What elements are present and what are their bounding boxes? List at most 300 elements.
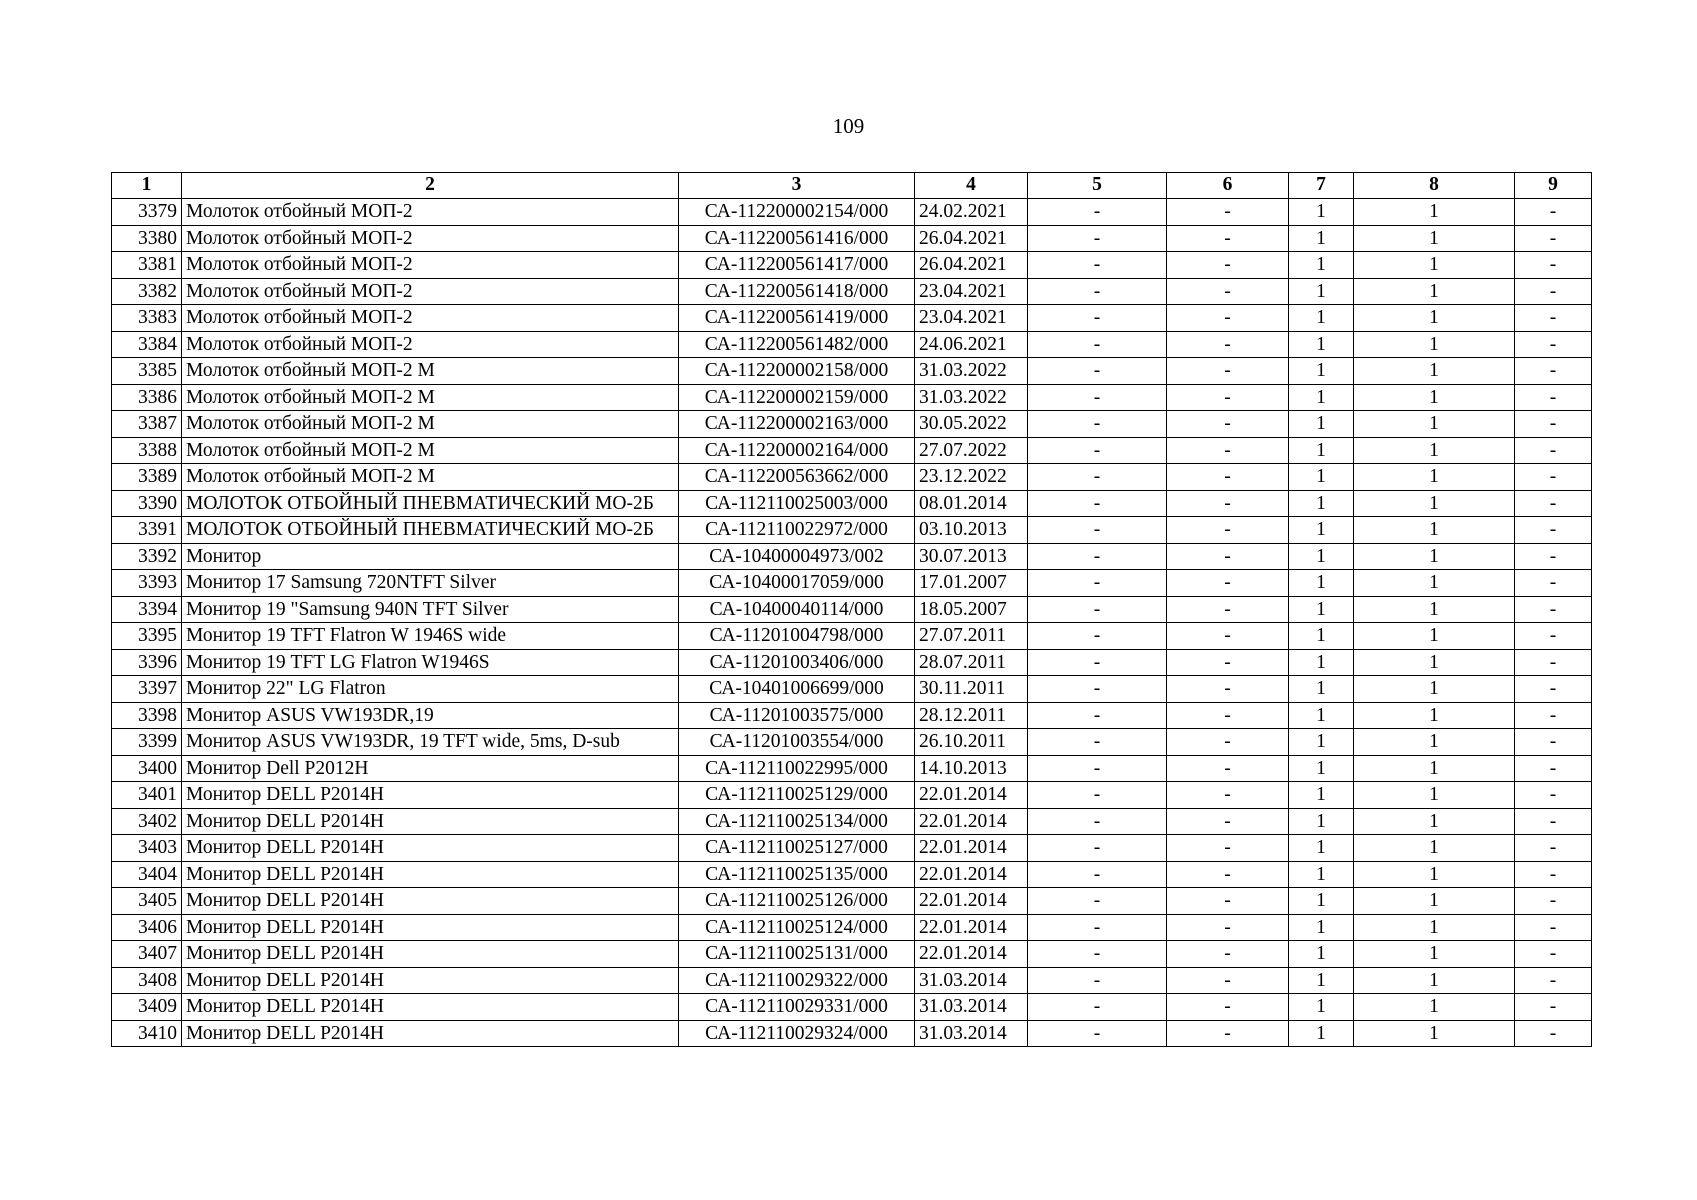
item-name: Молоток отбойный МОП-2 [182, 331, 679, 358]
col-8-value: 1 [1354, 729, 1515, 756]
col-5-value: - [1028, 782, 1167, 809]
inventory-code: СА-112200563662/000 [679, 464, 915, 491]
inventory-code: СА-10401006699/000 [679, 676, 915, 703]
col-8-value: 1 [1354, 278, 1515, 305]
col-6-value: - [1167, 252, 1289, 279]
item-name: Молоток отбойный МОП-2 М [182, 384, 679, 411]
col-7-value: 1 [1289, 225, 1354, 252]
col-9-value: - [1515, 225, 1592, 252]
col-5-value: - [1028, 331, 1167, 358]
row-number: 3393 [112, 570, 182, 597]
item-name: Монитор ASUS VW193DR,19 [182, 702, 679, 729]
col-5-value: - [1028, 384, 1167, 411]
col-6-value: - [1167, 570, 1289, 597]
table-row [112, 490, 1592, 517]
col-6-value: - [1167, 994, 1289, 1021]
col-6-value: - [1167, 649, 1289, 676]
col-5-value: - [1028, 1020, 1167, 1047]
item-name: Молоток отбойный МОП-2 [182, 199, 679, 226]
col-9-value: - [1515, 861, 1592, 888]
item-name: Молоток отбойный МОП-2 М [182, 358, 679, 385]
col-7-value: 1 [1289, 490, 1354, 517]
inventory-code: СА-11201003554/000 [679, 729, 915, 756]
row-number: 3399 [112, 729, 182, 756]
row-number: 3381 [112, 252, 182, 279]
col-8-value: 1 [1354, 888, 1515, 915]
inventory-code: СА-11201003406/000 [679, 649, 915, 676]
row-number: 3407 [112, 941, 182, 968]
row-number: 3385 [112, 358, 182, 385]
row-number: 3392 [112, 543, 182, 570]
col-5-value: - [1028, 437, 1167, 464]
item-name: Монитор ASUS VW193DR, 19 TFT wide, 5ms, D-sub [182, 729, 679, 756]
col-9-value: - [1515, 676, 1592, 703]
col-5-value: - [1028, 941, 1167, 968]
date: 31.03.2014 [915, 967, 1028, 994]
item-name: Монитор DELL P2014H [182, 967, 679, 994]
inventory-table [111, 172, 1592, 1047]
item-name: Монитор 19 TFT Flatron W 1946S wide [182, 623, 679, 650]
inventory-code: СА-112200002163/000 [679, 411, 915, 438]
table-row [112, 888, 1592, 915]
date: 22.01.2014 [915, 888, 1028, 915]
col-5-value: - [1028, 199, 1167, 226]
col-7-value: 1 [1289, 702, 1354, 729]
table-row [112, 755, 1592, 782]
col-6-value: - [1167, 543, 1289, 570]
col-8-value: 1 [1354, 676, 1515, 703]
inventory-code: СА-112200002159/000 [679, 384, 915, 411]
col-5-value: - [1028, 888, 1167, 915]
col-8-value: 1 [1354, 543, 1515, 570]
row-number: 3408 [112, 967, 182, 994]
col-9-value: - [1515, 1020, 1592, 1047]
row-number: 3386 [112, 384, 182, 411]
col-9-value: - [1515, 994, 1592, 1021]
col-8-value: 1 [1354, 861, 1515, 888]
col-9-value: - [1515, 490, 1592, 517]
date: 26.04.2021 [915, 252, 1028, 279]
col-5-value: - [1028, 729, 1167, 756]
row-number: 3394 [112, 596, 182, 623]
table-row [112, 967, 1592, 994]
col-5-value: - [1028, 755, 1167, 782]
col-5-value: - [1028, 596, 1167, 623]
row-number: 3401 [112, 782, 182, 809]
col-7-value: 1 [1289, 941, 1354, 968]
col-7-value: 1 [1289, 305, 1354, 332]
date: 31.03.2022 [915, 358, 1028, 385]
col-9-value: - [1515, 729, 1592, 756]
inventory-code: СА-112200561482/000 [679, 331, 915, 358]
item-name: Монитор DELL P2014H [182, 782, 679, 809]
date: 27.07.2022 [915, 437, 1028, 464]
col-7-value: 1 [1289, 835, 1354, 862]
col-9-value: - [1515, 941, 1592, 968]
col-6-value: - [1167, 278, 1289, 305]
table-row [112, 808, 1592, 835]
col-5-value: - [1028, 808, 1167, 835]
col-5-value: - [1028, 623, 1167, 650]
col-7-value: 1 [1289, 729, 1354, 756]
col-9-value: - [1515, 464, 1592, 491]
date: 22.01.2014 [915, 914, 1028, 941]
column-header: 5 [1028, 173, 1167, 199]
table-row [112, 702, 1592, 729]
date: 03.10.2013 [915, 517, 1028, 544]
col-7-value: 1 [1289, 252, 1354, 279]
col-9-value: - [1515, 702, 1592, 729]
inventory-code: СА-112110025003/000 [679, 490, 915, 517]
col-7-value: 1 [1289, 676, 1354, 703]
row-number: 3405 [112, 888, 182, 915]
col-8-value: 1 [1354, 437, 1515, 464]
col-7-value: 1 [1289, 967, 1354, 994]
col-5-value: - [1028, 358, 1167, 385]
col-7-value: 1 [1289, 994, 1354, 1021]
column-header: 8 [1354, 173, 1515, 199]
col-7-value: 1 [1289, 623, 1354, 650]
item-name: Молоток отбойный МОП-2 М [182, 464, 679, 491]
row-number: 3410 [112, 1020, 182, 1047]
col-8-value: 1 [1354, 702, 1515, 729]
inventory-code: СА-112110029324/000 [679, 1020, 915, 1047]
table-row [112, 358, 1592, 385]
row-number: 3397 [112, 676, 182, 703]
col-6-value: - [1167, 888, 1289, 915]
row-number: 3384 [112, 331, 182, 358]
date: 28.12.2011 [915, 702, 1028, 729]
col-6-value: - [1167, 517, 1289, 544]
row-number: 3383 [112, 305, 182, 332]
col-6-value: - [1167, 729, 1289, 756]
col-9-value: - [1515, 199, 1592, 226]
col-6-value: - [1167, 1020, 1289, 1047]
col-5-value: - [1028, 967, 1167, 994]
row-number: 3403 [112, 835, 182, 862]
date: 23.12.2022 [915, 464, 1028, 491]
date: 26.10.2011 [915, 729, 1028, 756]
col-6-value: - [1167, 676, 1289, 703]
col-9-value: - [1515, 543, 1592, 570]
col-6-value: - [1167, 437, 1289, 464]
table-row [112, 861, 1592, 888]
row-number: 3379 [112, 199, 182, 226]
row-number: 3409 [112, 994, 182, 1021]
row-number: 3404 [112, 861, 182, 888]
col-9-value: - [1515, 888, 1592, 915]
table-row [112, 941, 1592, 968]
col-6-value: - [1167, 596, 1289, 623]
col-8-value: 1 [1354, 994, 1515, 1021]
col-7-value: 1 [1289, 808, 1354, 835]
inventory-code: СА-112200561416/000 [679, 225, 915, 252]
table-row [112, 596, 1592, 623]
date: 22.01.2014 [915, 835, 1028, 862]
col-8-value: 1 [1354, 464, 1515, 491]
col-5-value: - [1028, 225, 1167, 252]
page-number: 109 [832, 114, 865, 138]
date: 18.05.2007 [915, 596, 1028, 623]
column-header: 1 [112, 173, 182, 199]
row-number: 3387 [112, 411, 182, 438]
inventory-code: СА-10400017059/000 [679, 570, 915, 597]
col-7-value: 1 [1289, 570, 1354, 597]
date: 26.04.2021 [915, 225, 1028, 252]
col-8-value: 1 [1354, 649, 1515, 676]
row-number: 3380 [112, 225, 182, 252]
date: 14.10.2013 [915, 755, 1028, 782]
col-9-value: - [1515, 967, 1592, 994]
date: 23.04.2021 [915, 305, 1028, 332]
item-name: Монитор DELL P2014H [182, 888, 679, 915]
table-row [112, 384, 1592, 411]
item-name: МОЛОТОК ОТБОЙНЫЙ ПНЕВМАТИЧЕСКИЙ МО-2Б [182, 517, 679, 544]
table-header [112, 173, 1592, 199]
date: 30.11.2011 [915, 676, 1028, 703]
item-name: Монитор Dell P2012H [182, 755, 679, 782]
inventory-code: СА-11201004798/000 [679, 623, 915, 650]
col-8-value: 1 [1354, 755, 1515, 782]
row-number: 3395 [112, 623, 182, 650]
col-9-value: - [1515, 755, 1592, 782]
row-number: 3390 [112, 490, 182, 517]
item-name: Монитор 17 Samsung 720NTFT Silver [182, 570, 679, 597]
header-row [112, 173, 1592, 199]
col-6-value: - [1167, 225, 1289, 252]
col-8-value: 1 [1354, 808, 1515, 835]
table-row [112, 278, 1592, 305]
table-row [112, 252, 1592, 279]
table-row [112, 570, 1592, 597]
table-row [112, 411, 1592, 438]
col-6-value: - [1167, 305, 1289, 332]
col-8-value: 1 [1354, 570, 1515, 597]
column-header: 3 [679, 173, 915, 199]
table-row [112, 517, 1592, 544]
col-9-value: - [1515, 278, 1592, 305]
col-7-value: 1 [1289, 278, 1354, 305]
col-7-value: 1 [1289, 411, 1354, 438]
item-name: Монитор DELL P2014H [182, 914, 679, 941]
col-5-value: - [1028, 914, 1167, 941]
date: 22.01.2014 [915, 782, 1028, 809]
date: 17.01.2007 [915, 570, 1028, 597]
col-7-value: 1 [1289, 649, 1354, 676]
col-7-value: 1 [1289, 543, 1354, 570]
row-number: 3398 [112, 702, 182, 729]
inventory-code: СА-112200561419/000 [679, 305, 915, 332]
row-number: 3391 [112, 517, 182, 544]
inventory-code: СА-10400040114/000 [679, 596, 915, 623]
col-6-value: - [1167, 384, 1289, 411]
col-5-value: - [1028, 835, 1167, 862]
col-8-value: 1 [1354, 517, 1515, 544]
col-8-value: 1 [1354, 835, 1515, 862]
table-row [112, 305, 1592, 332]
col-6-value: - [1167, 199, 1289, 226]
col-5-value: - [1028, 517, 1167, 544]
col-7-value: 1 [1289, 437, 1354, 464]
col-5-value: - [1028, 543, 1167, 570]
col-5-value: - [1028, 702, 1167, 729]
col-8-value: 1 [1354, 1020, 1515, 1047]
table-row [112, 464, 1592, 491]
col-8-value: 1 [1354, 623, 1515, 650]
col-5-value: - [1028, 305, 1167, 332]
item-name: Молоток отбойный МОП-2 М [182, 411, 679, 438]
col-5-value: - [1028, 411, 1167, 438]
col-9-value: - [1515, 305, 1592, 332]
col-6-value: - [1167, 967, 1289, 994]
col-7-value: 1 [1289, 755, 1354, 782]
row-number: 3402 [112, 808, 182, 835]
col-9-value: - [1515, 808, 1592, 835]
inventory-code: СА-112200002164/000 [679, 437, 915, 464]
col-6-value: - [1167, 490, 1289, 517]
date: 22.01.2014 [915, 861, 1028, 888]
col-9-value: - [1515, 835, 1592, 862]
col-5-value: - [1028, 649, 1167, 676]
inventory-code: СА-112110025129/000 [679, 782, 915, 809]
table-row [112, 835, 1592, 862]
item-name: Монитор DELL P2014H [182, 835, 679, 862]
col-5-value: - [1028, 570, 1167, 597]
col-7-value: 1 [1289, 861, 1354, 888]
column-header: 2 [182, 173, 679, 199]
inventory-code: СА-112110029331/000 [679, 994, 915, 1021]
column-header: 4 [915, 173, 1028, 199]
inventory-code: СА-11201003575/000 [679, 702, 915, 729]
row-number: 3389 [112, 464, 182, 491]
col-7-value: 1 [1289, 782, 1354, 809]
col-7-value: 1 [1289, 331, 1354, 358]
col-8-value: 1 [1354, 305, 1515, 332]
col-8-value: 1 [1354, 199, 1515, 226]
col-9-value: - [1515, 252, 1592, 279]
col-9-value: - [1515, 649, 1592, 676]
col-5-value: - [1028, 676, 1167, 703]
date: 31.03.2014 [915, 1020, 1028, 1047]
date: 30.05.2022 [915, 411, 1028, 438]
col-8-value: 1 [1354, 914, 1515, 941]
item-name: Монитор DELL P2014H [182, 808, 679, 835]
inventory-code: СА-112110022995/000 [679, 755, 915, 782]
inventory-code: СА-112110025126/000 [679, 888, 915, 915]
column-header: 7 [1289, 173, 1354, 199]
item-name: Монитор 19 TFT LG Flatron W1946S [182, 649, 679, 676]
col-9-value: - [1515, 570, 1592, 597]
col-8-value: 1 [1354, 358, 1515, 385]
date: 30.07.2013 [915, 543, 1028, 570]
col-5-value: - [1028, 994, 1167, 1021]
col-9-value: - [1515, 596, 1592, 623]
col-5-value: - [1028, 278, 1167, 305]
column-header: 9 [1515, 173, 1592, 199]
table-row [112, 1020, 1592, 1047]
col-6-value: - [1167, 835, 1289, 862]
col-6-value: - [1167, 861, 1289, 888]
date: 24.06.2021 [915, 331, 1028, 358]
inventory-code: СА-112200561417/000 [679, 252, 915, 279]
col-8-value: 1 [1354, 596, 1515, 623]
col-6-value: - [1167, 358, 1289, 385]
col-5-value: - [1028, 861, 1167, 888]
table-row [112, 676, 1592, 703]
table-row [112, 331, 1592, 358]
inventory-code: СА-112200002154/000 [679, 199, 915, 226]
col-6-value: - [1167, 941, 1289, 968]
col-9-value: - [1515, 437, 1592, 464]
col-5-value: - [1028, 464, 1167, 491]
col-7-value: 1 [1289, 517, 1354, 544]
col-9-value: - [1515, 782, 1592, 809]
inventory-code: СА-112110025124/000 [679, 914, 915, 941]
table-row [112, 543, 1592, 570]
col-8-value: 1 [1354, 411, 1515, 438]
date: 24.02.2021 [915, 199, 1028, 226]
inventory-code: СА-112110022972/000 [679, 517, 915, 544]
table-row [112, 649, 1592, 676]
col-7-value: 1 [1289, 384, 1354, 411]
col-6-value: - [1167, 411, 1289, 438]
column-header: 6 [1167, 173, 1289, 199]
inventory-code: СА-112110029322/000 [679, 967, 915, 994]
col-9-value: - [1515, 384, 1592, 411]
col-8-value: 1 [1354, 782, 1515, 809]
item-name: Монитор DELL P2014H [182, 941, 679, 968]
item-name: Монитор DELL P2014H [182, 1020, 679, 1047]
col-6-value: - [1167, 331, 1289, 358]
col-8-value: 1 [1354, 225, 1515, 252]
col-7-value: 1 [1289, 1020, 1354, 1047]
item-name: Монитор 22" LG Flatron [182, 676, 679, 703]
col-6-value: - [1167, 702, 1289, 729]
inventory-code: СА-10400004973/002 [679, 543, 915, 570]
col-9-value: - [1515, 914, 1592, 941]
table-row [112, 729, 1592, 756]
table-body [112, 199, 1592, 1047]
table-row [112, 437, 1592, 464]
table-row [112, 199, 1592, 226]
date: 23.04.2021 [915, 278, 1028, 305]
table-row [112, 623, 1592, 650]
col-7-value: 1 [1289, 596, 1354, 623]
date: 27.07.2011 [915, 623, 1028, 650]
item-name: Монитор DELL P2014H [182, 994, 679, 1021]
inventory-code: СА-112110025131/000 [679, 941, 915, 968]
inventory-code: СА-112110025127/000 [679, 835, 915, 862]
col-9-value: - [1515, 331, 1592, 358]
col-6-value: - [1167, 914, 1289, 941]
item-name: Молоток отбойный МОП-2 [182, 278, 679, 305]
col-9-value: - [1515, 623, 1592, 650]
col-7-value: 1 [1289, 358, 1354, 385]
row-number: 3396 [112, 649, 182, 676]
col-8-value: 1 [1354, 252, 1515, 279]
col-6-value: - [1167, 782, 1289, 809]
table-row [112, 782, 1592, 809]
col-7-value: 1 [1289, 914, 1354, 941]
date: 22.01.2014 [915, 941, 1028, 968]
col-9-value: - [1515, 358, 1592, 385]
date: 31.03.2014 [915, 994, 1028, 1021]
col-6-value: - [1167, 623, 1289, 650]
col-5-value: - [1028, 490, 1167, 517]
inventory-code: СА-112200002158/000 [679, 358, 915, 385]
inventory-code: СА-112110025134/000 [679, 808, 915, 835]
col-6-value: - [1167, 808, 1289, 835]
